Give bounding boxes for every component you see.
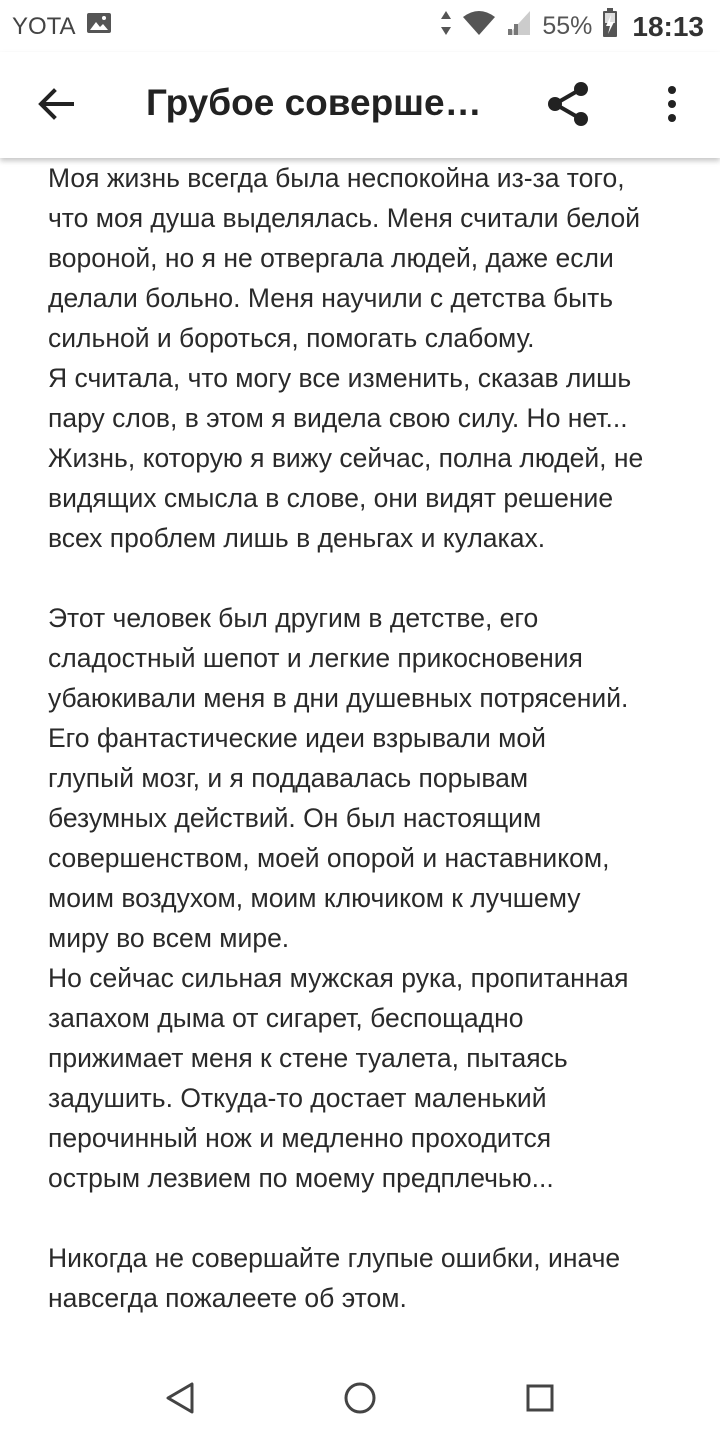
status-left (12, 11, 112, 42)
share-button[interactable] (540, 78, 596, 134)
story-paragraph: Никогда не совершайте глупые ошибки, иначе навсегда пожалеете об этом. (48, 1243, 621, 1313)
navigation-bar (0, 1360, 720, 1440)
more-vertical-icon (666, 84, 678, 129)
story-paragraph: Я считала, что могу все изменить, сказав лишь пару слов, в этом я видела свою силу. Но нет... Жизнь, которую я вижу сейчас, полна людей, не видящих смысла в слове, они видят решение всех проблем лишь в деньгах и кулаках. (48, 363, 644, 553)
story-paragraph: Моя жизнь всегда была неспокойна из-за того, что моя душа выделялась. Меня считали белой вороной, но я не отвергала людей, даже если делали больно. Меня научили с детства быть сильной и бороться, помогать слабому. (48, 163, 640, 353)
story-paragraph: Этот человек был другим в детстве, его сладостный шепот и легкие прикосновения убаюкивали меня в дни душевных потрясений. Его фантастические идеи взрывали мой глупый мозг, и я поддавалась порывам безумных действий. Он был настоящим совершенством, моей опорой и наставником, моим воздухом, моим ключиком к лучшему миру во всем мире. (48, 603, 629, 953)
nav-back-icon (164, 1381, 196, 1420)
nav-home-icon (342, 1380, 378, 1421)
story-content (48, 158, 688, 1318)
page-title: Грубое соверше… (146, 82, 482, 123)
app-bar (0, 52, 720, 158)
nav-back-button[interactable] (158, 1378, 202, 1422)
battery-charging-icon (602, 8, 618, 45)
nav-home-button[interactable] (338, 1378, 382, 1422)
share-icon (544, 80, 592, 133)
more-options-button[interactable] (650, 78, 694, 134)
back-arrow-icon (36, 84, 76, 129)
status-bar (0, 0, 720, 52)
back-button[interactable] (30, 80, 82, 132)
nav-recents-button[interactable] (518, 1378, 562, 1422)
battery-percent: 55% (542, 12, 593, 40)
data-arrows-icon (440, 9, 452, 44)
carrier-name: YOTA (12, 12, 76, 40)
nav-recents-icon (524, 1382, 556, 1419)
image-icon (86, 11, 112, 42)
status-right (430, 8, 704, 45)
wifi-icon (462, 9, 496, 44)
signal-icon (506, 9, 532, 44)
clock: 18:13 (632, 10, 704, 42)
story-paragraph: Но сейчас сильная мужская рука, пропитанная запахом дыма от сигарет, беспощадно прижимает меня к стене туалета, пытаясь задушить. Откуда-то достает маленький перочинный нож и медленно проходится острым лезвием по моему предплечью... (48, 963, 629, 1193)
